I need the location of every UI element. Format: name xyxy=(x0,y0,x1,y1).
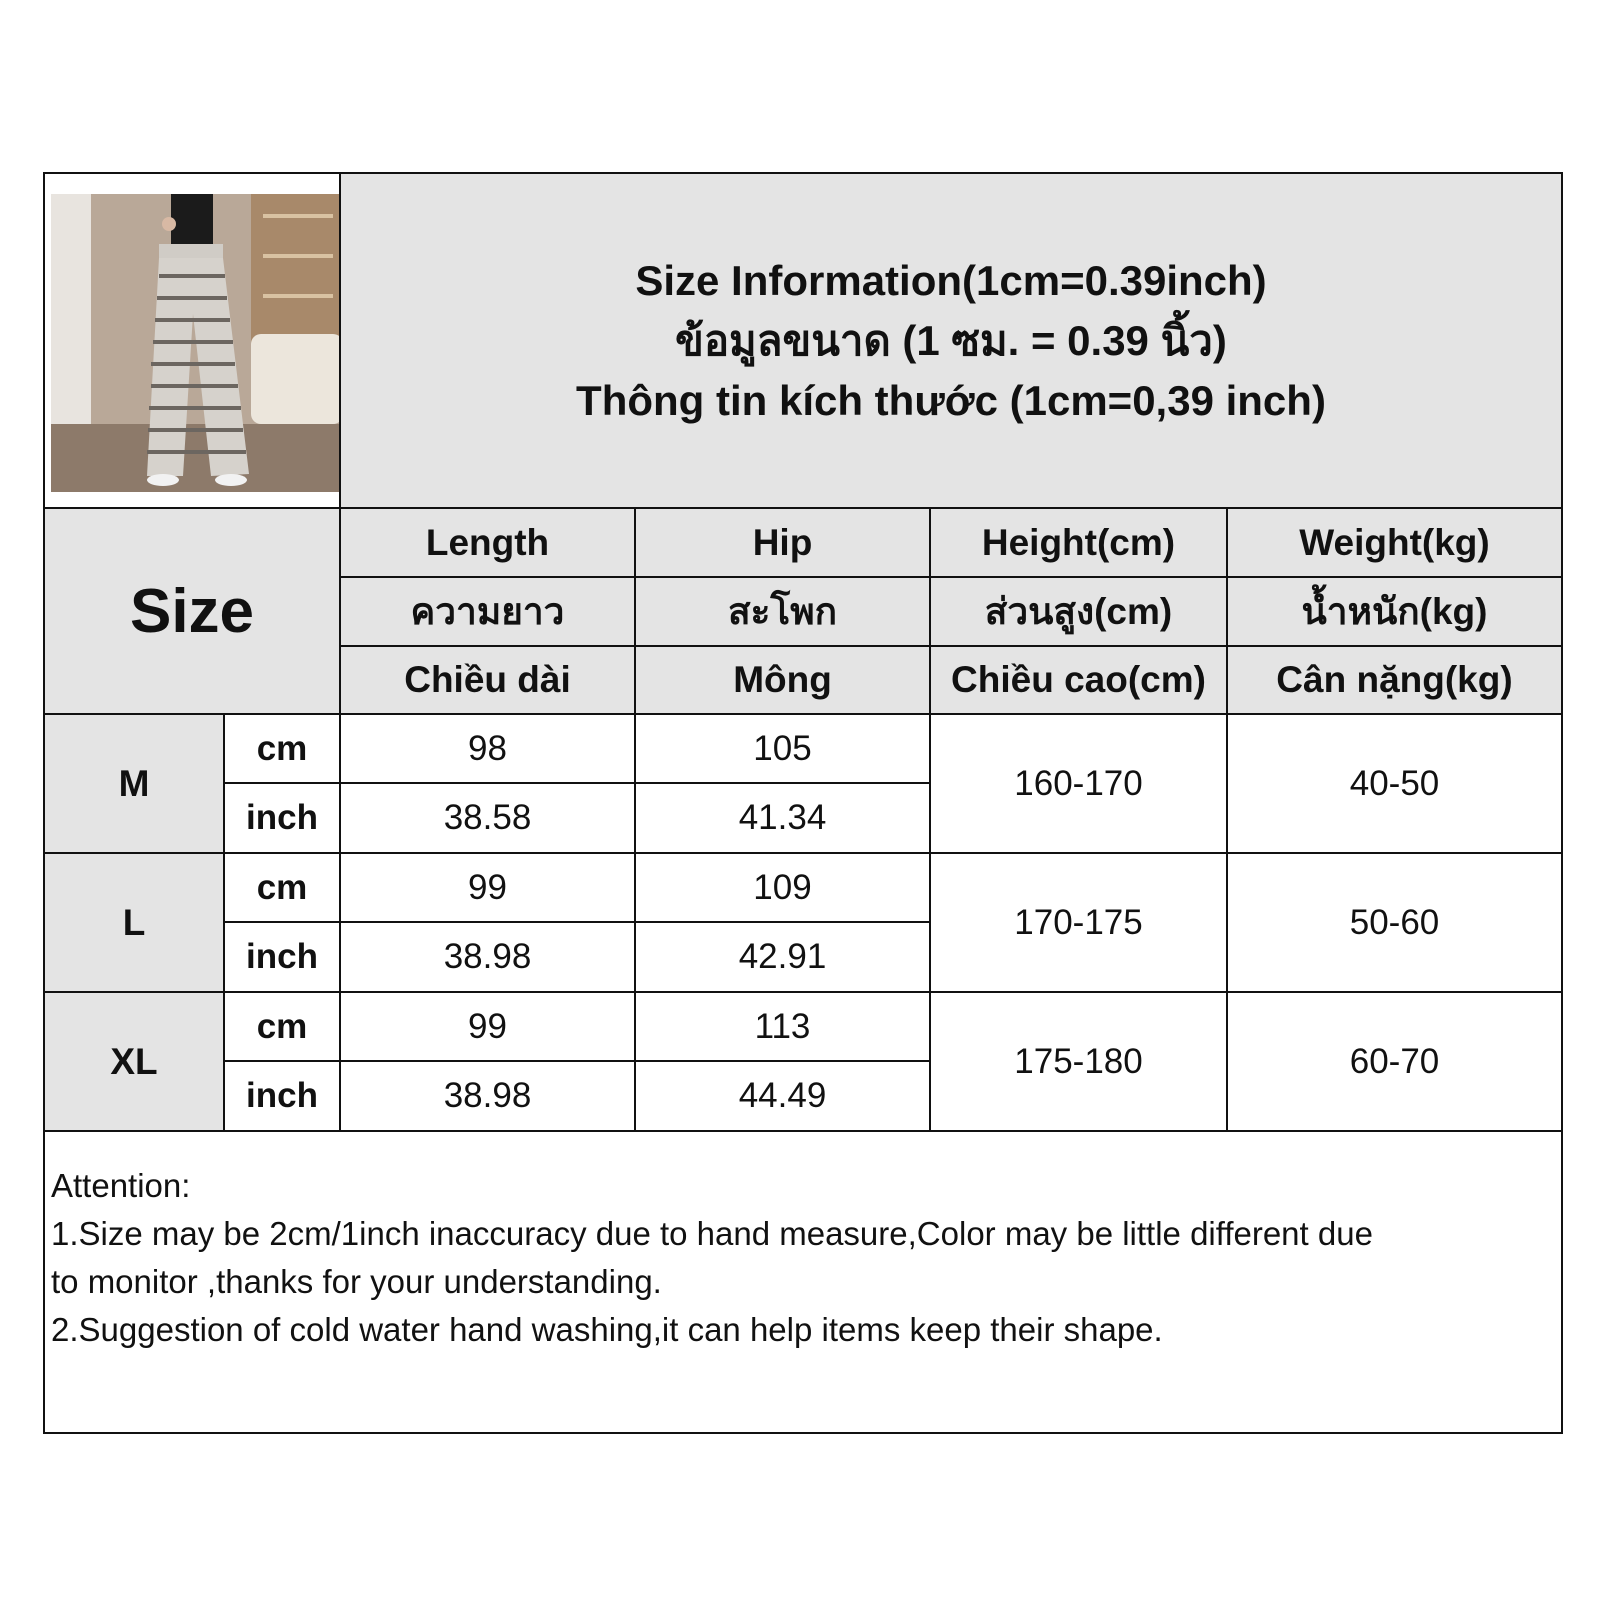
header-hip-th: สะโพก xyxy=(636,578,929,645)
header-height-th: ส่วนสูง(cm) xyxy=(931,578,1226,645)
header-weight-en: Weight(kg) xyxy=(1228,509,1561,576)
notes-heading: Attention: xyxy=(51,1167,191,1204)
hip-inch-xl: 44.49 xyxy=(738,1076,827,1115)
hip-inch-m: 41.34 xyxy=(738,798,827,837)
length-inch-m: 38.58 xyxy=(443,798,532,837)
length-cm-m: 98 xyxy=(468,728,507,768)
notes-line: 2.Suggestion of cold water hand washing,it can help items keep their shape. xyxy=(51,1311,1163,1348)
weight-l: 50-60 xyxy=(1349,902,1440,942)
header-weight-th: น้ำหนัก(kg) xyxy=(1228,578,1561,645)
unit-cm: cm xyxy=(256,1006,308,1046)
header-length-vi: Chiều dài xyxy=(341,647,634,713)
header-weight-vi: Cân nặng(kg) xyxy=(1228,647,1561,713)
grid-line xyxy=(339,174,341,1130)
grid-line xyxy=(45,852,1561,854)
height-xl: 175-180 xyxy=(1014,1041,1143,1081)
header-hip-vi: Mông xyxy=(636,647,929,713)
unit-cm: cm xyxy=(256,728,308,768)
grid-line xyxy=(1226,509,1228,1130)
grid-line xyxy=(225,921,931,923)
length-cm-l: 99 xyxy=(468,867,507,907)
grid-line xyxy=(341,576,1561,578)
grid-line xyxy=(45,1130,1561,1132)
unit-inch: inch xyxy=(246,937,318,976)
title-thai: ข้อมูลขนาด (1 ซม. = 0.39 นิ้ว) xyxy=(675,316,1227,364)
size-l-label: L xyxy=(45,854,223,991)
size-header: Size xyxy=(45,509,339,713)
height-l: 170-175 xyxy=(1014,902,1143,942)
length-cm-xl: 99 xyxy=(468,1006,507,1046)
length-inch-xl: 38.98 xyxy=(443,1076,532,1115)
grid-line xyxy=(929,509,931,1130)
hip-cm-m: 105 xyxy=(753,728,812,768)
header-hip-en: Hip xyxy=(636,509,929,576)
unit-cm: cm xyxy=(256,867,308,907)
hip-cm-xl: 113 xyxy=(754,1006,811,1046)
title-vietnamese: Thông tin kích thước (1cm=0,39 inch) xyxy=(576,376,1326,424)
size-chart-table xyxy=(43,172,1563,1434)
height-m: 160-170 xyxy=(1014,763,1143,803)
hip-cm-l: 109 xyxy=(753,867,812,907)
grid-line xyxy=(45,713,1561,715)
weight-xl: 60-70 xyxy=(1349,1041,1440,1081)
weight-m: 40-50 xyxy=(1349,763,1440,803)
header-length-th: ความยาว xyxy=(341,578,634,645)
header-height-en: Height(cm) xyxy=(931,509,1226,576)
attention-notes xyxy=(51,1162,1551,1354)
grid-line xyxy=(634,509,636,1130)
length-inch-l: 38.98 xyxy=(443,937,532,976)
title-english: Size Information(1cm=0.39inch) xyxy=(635,256,1267,304)
grid-line xyxy=(341,645,1561,647)
header-length-en: Length xyxy=(341,509,634,576)
grid-line xyxy=(225,782,931,784)
size-information-title xyxy=(341,174,1561,507)
unit-inch: inch xyxy=(246,798,318,837)
grid-line xyxy=(45,991,1561,993)
header-height-vi: Chiều cao(cm) xyxy=(931,647,1226,713)
size-m-label: M xyxy=(45,715,223,852)
unit-inch: inch xyxy=(246,1076,318,1115)
product-photo xyxy=(51,194,343,492)
grid-line xyxy=(225,1060,931,1062)
notes-line: to monitor ,thanks for your understanding. xyxy=(51,1263,662,1300)
grid-line xyxy=(45,507,1561,509)
product-photo-image xyxy=(51,194,343,492)
size-xl-label: XL xyxy=(45,993,223,1130)
notes-line: 1.Size may be 2cm/1inch inaccuracy due to hand measure,Color may be little different due xyxy=(51,1215,1373,1252)
hip-inch-l: 42.91 xyxy=(738,937,827,976)
